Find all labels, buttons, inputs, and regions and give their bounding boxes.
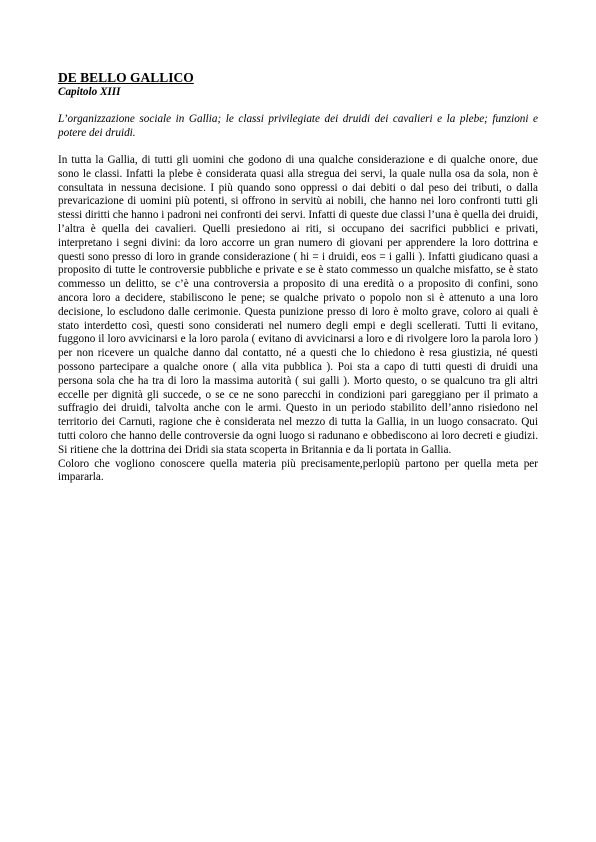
document-body bbox=[58, 154, 538, 485]
body-paragraph: Coloro che vogliono conoscere quella materia più precisamente,perlopiù partono per quella meta per impararla. bbox=[58, 457, 538, 484]
body-paragraph: In tutta la Gallia, di tutti gli uomini che godono di una qualche considerazione e di qualche onore, due sono le classi. Infatti la plebe è considerata quasi alla stregua dei servi, la quale nulla osa da sola, non è consultata in nessuna decisione. I più quando sono oppressi o dai debiti o dal peso dei tributi, o dalla prevaricazione di uomini più potenti, si offrono in servitù ai nobili, che hanno nei loro confronti tutti gli stessi diritti che hanno i padroni nei confronti dei servi. Infatti di queste due classi l’una è quella dei druidi, l’altra è quella dei cavalieri. Quelli presiedono ai riti, si occupano dei sacrifici pubblici e privati, interpretano i segni divini: da loro accorre un gran numero di giovani per apprendere la loro dottrina e questi sono presso di loro in grande considerazione ( hi = i druidi, eos = i galli ). Infatti giudicano quasi a proposito di tutte le controversie pubbliche e private e se è stato commesso un qualche misfatto, se è stato commesso un delitto, se c’è una controversia a proposito di una eredità o a proposito di confini, sono ancora loro a decidere, stabiliscono le pene; se qualche privato o popolo non si è attenuto a una loro decisione, lo escludono dalle cerimonie. Questa punizione presso di loro è molto grave, coloro ai quali è stato interdetto così, questi sono considerati nel numero degli empi e degli scellerati. Tutti li evitano, fuggono il loro avvicinarsi e la loro parola ( evitano di avvicinarsi a loro e di rivolgere loro la parola loro ) per non ricevere un qualche danno dal contatto, né a questi che lo chiedono è resa giustizia, né questi possono partecipare a qualche onore ( alla vita pubblica ). Poi sta a capo di tutti questi di druidi una persona sola che ha tra di loro la massima autorità ( sui galli ). Morto questo, o se qualcuno tra gli altri eccelle per dignità gli succede, o se ce ne sono parecchi in condizioni pari gareggiano per il primato a suffragio dei druidi, talvolta anche con le armi. Questo in un periodo stabilito dell’anno risiedono nel territorio dei Carnuti, ragione che è considerata nel mezzo di tutta la Gallia, in un luogo consacrato. Qui tutti coloro che hanno delle controversie da ogni luogo si radunano e obbediscono ai loro decreti e giudizi. Si ritiene che la dottrina dei Dridi sia stata scoperta in Britannia e da li portata in Gallia. bbox=[58, 154, 538, 456]
document-page bbox=[58, 70, 538, 485]
document-title: DE BELLO GALLICO bbox=[58, 70, 194, 85]
chapter-subtitle: L’organizzazione sociale in Gallia; le classi privilegiate dei druidi dei cavalieri e la plebe; funzioni e potere dei druidi. bbox=[58, 113, 538, 139]
chapter-heading: Capitolo XIII bbox=[58, 86, 121, 98]
